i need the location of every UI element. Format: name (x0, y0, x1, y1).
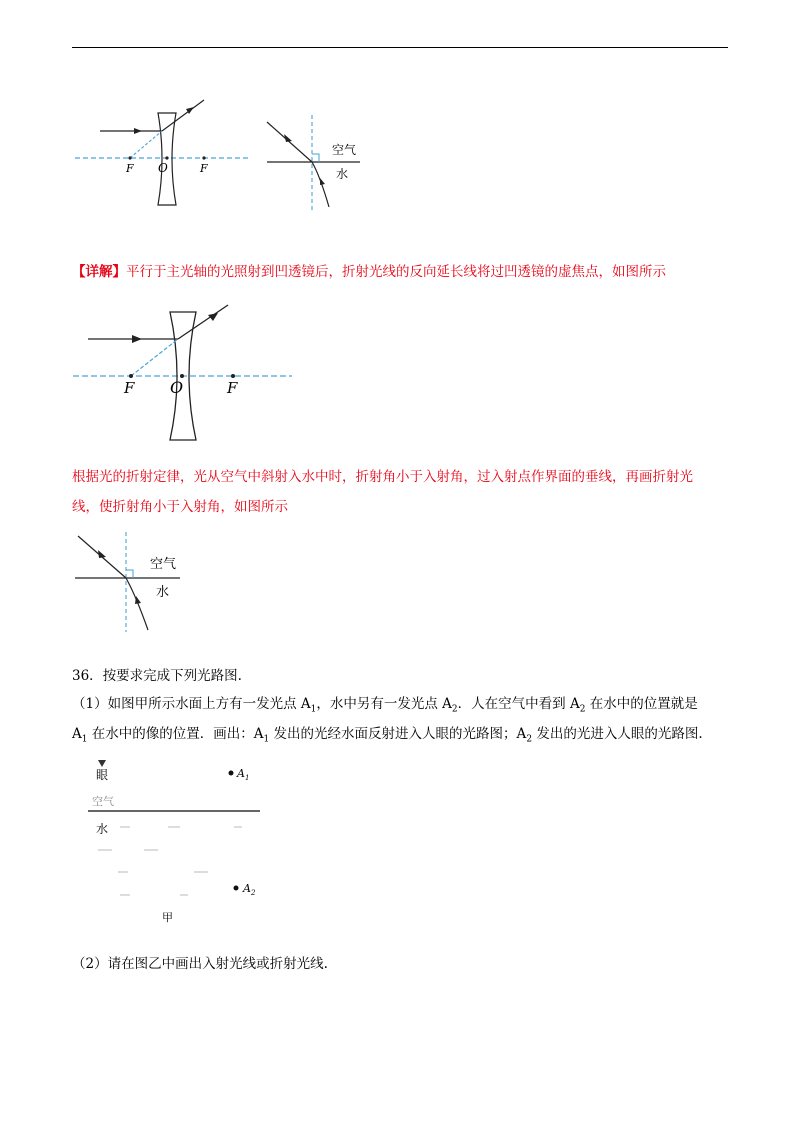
question-number: 36． (72, 668, 103, 684)
a1-subscript: 1 (81, 734, 88, 745)
focus-right-label: F (200, 162, 208, 175)
refraction-figure-large (72, 530, 192, 635)
a2-subscript: 2 (579, 704, 586, 715)
focus-left-label-large: F (124, 379, 135, 397)
figure-jia-caption: 甲 (162, 911, 173, 924)
a1-subscript: 1 (263, 734, 270, 745)
concave-lens-figure-large (70, 290, 300, 450)
p1-l2-text-a: A (72, 726, 82, 742)
p2-text: （2）请在图乙中画出入射光线或折射光线. (72, 956, 328, 972)
question-title-text: 按要求完成下列光路图. (102, 668, 242, 684)
explain-paragraph-2 (72, 462, 732, 522)
explain-text-1: 平行于主光轴的光照射到凹透镜后，折射光线的反向延长线将过凹透镜的虚焦点，如图所示 (126, 264, 666, 280)
explain-text-2-line-2: 线，使折射角小于入射角，如图所示 (72, 499, 288, 515)
p1-l2-text-c: 发出的光经水面反射进入人眼的光路图；A (269, 726, 527, 742)
eye-label: 眼 (96, 768, 109, 782)
explain-text-2-line-1: 根据光的折射定律，光从空气中斜射入水中时，折射角小于入射角，过入射点作界面的垂线，再画折射光 (72, 469, 693, 485)
water-label-large: 水 (156, 585, 170, 600)
header-rule (72, 47, 728, 48)
focus-right-label-large: F (227, 379, 238, 397)
refraction-figure-small (262, 112, 372, 212)
p1-text-a: （1）如图甲所示水面上方有一发光点 A (72, 696, 311, 712)
question-title (72, 664, 242, 684)
air-label-jia: 空气 (92, 795, 114, 808)
a1-label: $A_1$ (237, 767, 250, 782)
explain-line-1 (72, 260, 666, 280)
a2-label: $A_2$ (243, 882, 256, 897)
p1-l2-text-d: 发出的光进入人眼的光路图. (532, 726, 703, 742)
water-label-jia: 水 (96, 822, 109, 836)
p1-text-c: ．人在空气中看到 A (457, 696, 580, 712)
focus-left-label: F (126, 162, 134, 175)
air-label-large: 空气 (150, 557, 177, 572)
question-part-1-line-2 (72, 722, 703, 745)
a2-subscript: 2 (451, 704, 458, 715)
figure-jia (88, 755, 268, 930)
a1-subscript: 1 (310, 704, 317, 715)
question-part-2 (72, 952, 328, 972)
explain-tag: 【详解】 (72, 264, 126, 280)
lens-center-label-large: O (170, 378, 184, 397)
p1-l2-text-b: 在水中的像的位置．画出：A (87, 726, 264, 742)
lens-center-label: O (158, 161, 168, 175)
a2-subscript: 2 (526, 734, 533, 745)
p1-text-b: ，水中另有一发光点 A (316, 696, 452, 712)
p1-text-d: 在水中的位置就是 (585, 696, 698, 712)
water-label: 水 (336, 167, 349, 181)
eye-icon (98, 760, 106, 767)
question-part-1-line-1 (72, 692, 698, 715)
air-label: 空气 (332, 143, 357, 157)
concave-lens-figure-small (70, 95, 260, 215)
